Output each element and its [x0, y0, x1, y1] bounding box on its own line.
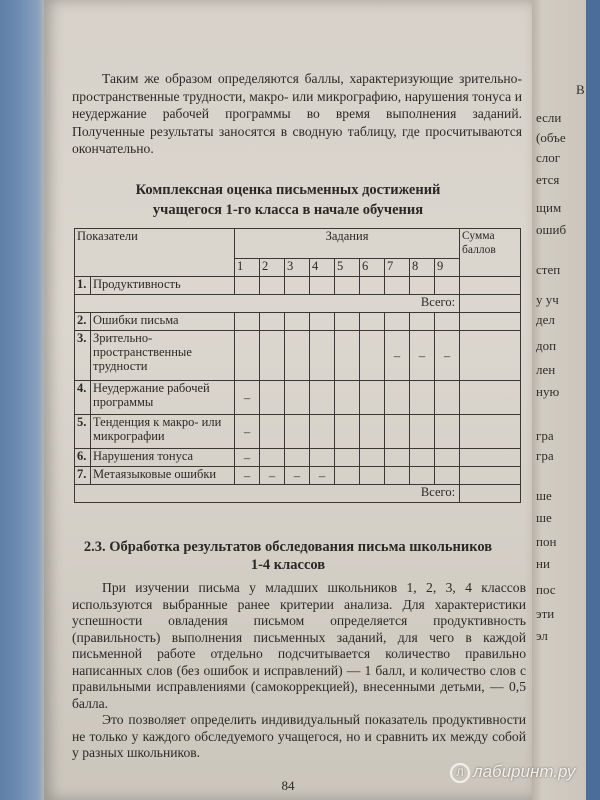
task-cell [260, 277, 285, 295]
task-cell: – [235, 467, 260, 485]
facing-page-fragment: лен [536, 362, 556, 377]
task-cell [410, 277, 435, 295]
row-label: Тенденция к макро- или микрографии [91, 415, 235, 449]
task-number-cell: 8 [410, 259, 435, 277]
row-label: Нарушения тонуса [91, 449, 235, 467]
sum-cell [460, 381, 521, 415]
task-number-cell: 2 [260, 259, 285, 277]
task-cell [410, 313, 435, 331]
facing-page-fragment: ше [536, 510, 552, 525]
facing-page-fragment: ется [536, 172, 560, 187]
task-cell [435, 313, 460, 331]
total-sum-cell [460, 485, 521, 503]
facing-page-fragment: доп [536, 338, 557, 353]
task-cell [235, 331, 260, 381]
task-cell [335, 277, 360, 295]
task-cell [335, 467, 360, 485]
task-cell: – [235, 449, 260, 467]
task-cell [285, 331, 310, 381]
body-paragraph-1: При изучении письма у младших школьников 1, 2, 3, 4 классов используются выбранные ранее критерии анализа. Для характеристики успешности овладения письмом определяется продуктивность (правильность) выполнения письменных заданий, для чего в каждой письменной работе отдельно подсчитывается количество правильно написанных слов (без ошибок и исправлений) — 1 балл, и количество слов с правильными исправлениями (самокоррекцией), внесенными детьми, — 0,5 балла. [72, 580, 526, 711]
task-number-cell: 9 [435, 259, 460, 277]
header-sum: Сумма баллов [460, 229, 521, 277]
task-cell: – [410, 331, 435, 381]
task-number-cell: 4 [310, 259, 335, 277]
task-cell [310, 415, 335, 449]
table-row [75, 449, 521, 467]
task-cell: – [385, 331, 410, 381]
task-number-cell: 6 [360, 259, 385, 277]
task-cell [260, 381, 285, 415]
page-number: 84 [281, 778, 295, 793]
table-title-line-1: Комплексная оценка письменных достижений [135, 182, 441, 198]
sum-cell [460, 415, 521, 449]
watermark [450, 762, 575, 783]
table-row [75, 415, 521, 449]
task-cell [310, 331, 335, 381]
task-cell [410, 449, 435, 467]
task-cell [360, 331, 385, 381]
table-title-line-2: учащегося 1-го класса в начале обучения [152, 202, 424, 218]
task-cell [310, 277, 335, 295]
task-cell [385, 467, 410, 485]
facing-page-fragment: степ [536, 262, 561, 277]
facing-page-fragment: ше [536, 488, 552, 503]
table-row [75, 381, 521, 415]
task-cell [435, 449, 460, 467]
table-row [75, 331, 521, 381]
task-cell: – [235, 381, 260, 415]
facing-page-fragment: если [536, 110, 562, 125]
task-cell: – [260, 467, 285, 485]
body-paragraph-2: Это позволяет определить индивидуальный показатель продуктивности не только у каждого обследуемого учащегося, но и сравнить их между собой у разных школьников. [72, 712, 526, 760]
task-cell [360, 449, 385, 467]
row-number: 5. [75, 415, 91, 449]
task-cell [360, 381, 385, 415]
task-cell [335, 381, 360, 415]
row-number: 1. [75, 277, 91, 295]
task-cell: – [435, 331, 460, 381]
facing-page-fragment: гра [536, 448, 554, 463]
task-cell [385, 381, 410, 415]
facing-page-fragment: пон [536, 534, 557, 549]
total-sum-cell [460, 295, 521, 313]
facing-page-fragment: дел [536, 312, 555, 327]
facing-page-fragment: пос [536, 582, 556, 597]
row-number: 3. [75, 331, 91, 381]
section-title-line-1: 2.3. Обработка результатов обследования письма школьников [83, 539, 493, 555]
facing-page-fragment: (объе [536, 130, 566, 145]
facing-page-fragment: у уч [536, 292, 559, 307]
task-cell [360, 415, 385, 449]
task-cell [385, 415, 410, 449]
row-number: 2. [75, 313, 91, 331]
task-cell [310, 313, 335, 331]
facing-page-fragment: ную [536, 384, 560, 399]
total-row [75, 295, 521, 313]
task-cell [360, 467, 385, 485]
task-cell: – [235, 415, 260, 449]
task-number-cell: 5 [335, 259, 360, 277]
total-label: Всего: [75, 295, 460, 313]
task-cell [385, 277, 410, 295]
task-number-cell: 3 [285, 259, 310, 277]
task-cell [260, 331, 285, 381]
row-label: Неудержание рабочей программы [91, 381, 235, 415]
table-row [75, 467, 521, 485]
header-indicators: Показатели [75, 229, 235, 277]
task-cell [335, 449, 360, 467]
task-number-cell: 7 [385, 259, 410, 277]
table-row [75, 277, 521, 295]
row-number: 6. [75, 449, 91, 467]
row-label: Продуктивность [91, 277, 235, 295]
task-cell [385, 313, 410, 331]
table-row [75, 313, 521, 331]
labirint-logo-icon: Л [450, 763, 470, 783]
task-cell [260, 449, 285, 467]
total-label: Всего: [75, 485, 460, 503]
task-cell [285, 381, 310, 415]
task-cell [385, 449, 410, 467]
task-cell [285, 415, 310, 449]
task-cell [260, 313, 285, 331]
task-cell [435, 467, 460, 485]
watermark-text: лабиринт.ру [473, 762, 576, 781]
facing-page-fragment: эти [536, 606, 555, 621]
task-cell [360, 313, 385, 331]
facing-page-fragment: гра [536, 428, 554, 443]
assessment-table [74, 228, 521, 503]
task-cell [285, 313, 310, 331]
task-cell [235, 313, 260, 331]
task-cell [335, 313, 360, 331]
task-cell [360, 277, 385, 295]
task-cell [410, 415, 435, 449]
facing-page-fragment: В [576, 82, 585, 97]
sum-cell [460, 277, 521, 295]
section-title-line-2: 1-4 классов [250, 557, 326, 573]
task-cell [435, 415, 460, 449]
task-cell [310, 449, 335, 467]
book-page [44, 0, 532, 800]
row-label: Ошибки письма [91, 313, 235, 331]
sum-cell [460, 331, 521, 381]
table-header-row [75, 229, 521, 259]
task-cell [335, 331, 360, 381]
task-cell [435, 277, 460, 295]
row-label: Метаязыковые ошибки [91, 467, 235, 485]
task-cell [335, 415, 360, 449]
header-tasks: Задания [235, 229, 460, 259]
task-cell [310, 381, 335, 415]
row-number: 7. [75, 467, 91, 485]
table-body [75, 277, 521, 503]
row-label: Зрительно-пространственные трудности [91, 331, 235, 381]
task-cell [260, 415, 285, 449]
task-cell: – [310, 467, 335, 485]
task-cell [285, 449, 310, 467]
facing-page-fragment: слог [536, 150, 561, 165]
total-row [75, 485, 521, 503]
sum-cell [460, 449, 521, 467]
row-number: 4. [75, 381, 91, 415]
task-cell [410, 467, 435, 485]
facing-page-fragment: эл [536, 628, 548, 643]
facing-page-fragment: щим [536, 200, 562, 215]
task-cell [410, 381, 435, 415]
facing-page-fragment: ошиб [536, 222, 567, 237]
task-cell [235, 277, 260, 295]
task-cell [435, 381, 460, 415]
task-cell [285, 277, 310, 295]
intro-paragraph: Таким же образом определяются баллы, характеризующие зрительно-пространственные трудности, макро- или микрографию, нарушения тонуса и неудержание рабочей программы во время выполнения заданий. Полученные результаты заносятся в сводную таблицу, где просчитываются окончательно. [72, 71, 522, 156]
task-number-cell: 1 [235, 259, 260, 277]
sum-cell [460, 467, 521, 485]
sum-cell [460, 313, 521, 331]
background-strip [586, 0, 600, 800]
facing-page-fragment: ни [536, 556, 550, 571]
task-cell: – [285, 467, 310, 485]
